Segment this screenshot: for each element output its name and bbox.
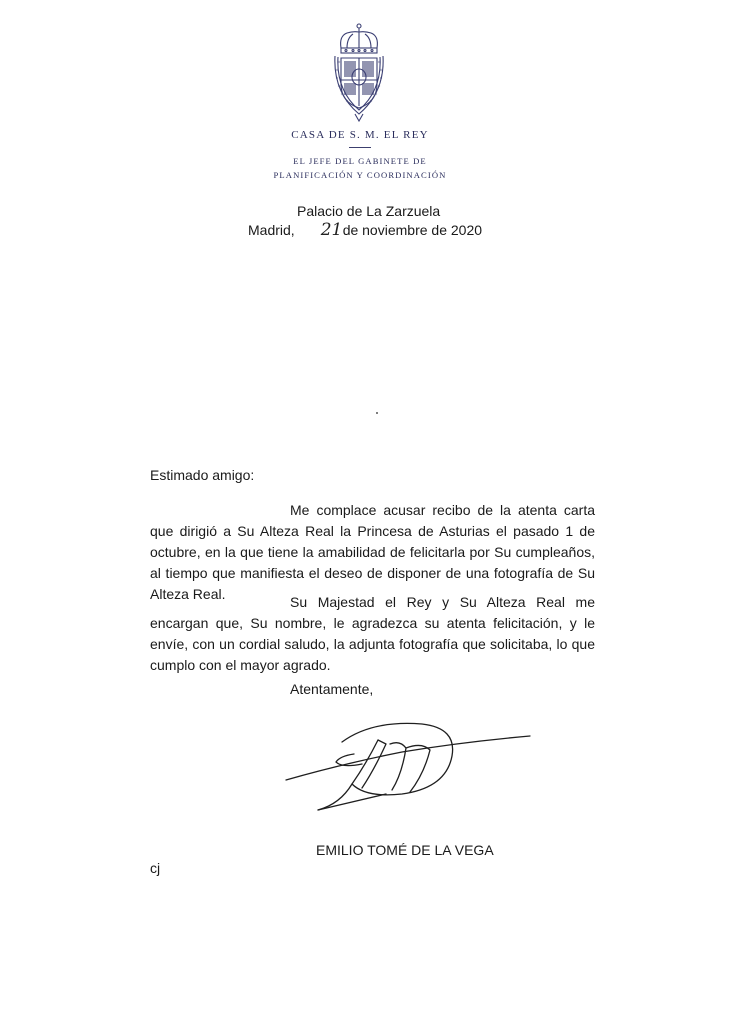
greeting: Estimado amigo: (150, 467, 255, 483)
signer-name: EMILIO TOMÉ DE LA VEGA (316, 842, 494, 858)
letterhead-subtitle-line1: EL JEFE DEL GABINETE DE (293, 156, 427, 166)
fold-mark (376, 412, 378, 414)
place-line: Palacio de La Zarzuela (297, 203, 441, 219)
date-rest: de noviembre de 2020 (342, 222, 483, 238)
closing: Atentamente, (290, 681, 374, 697)
date-city: Madrid, (248, 222, 295, 238)
signature-image (282, 714, 532, 818)
body-paragraph-2: Su Majestad el Rey y Su Alteza Real me encargan que, Su nombre, le agradezca su atenta felicitación, y le envíe, con un cordial saludo, la adjunta fotografía que solicitaba, lo que cumplo con el mayor agrado. (150, 594, 595, 673)
letterhead-subtitle (200, 154, 520, 182)
letterhead-divider (349, 147, 371, 148)
letterhead-title: CASA DE S. M. EL REY (291, 129, 429, 141)
royal-crest-icon (327, 22, 391, 122)
date-day-handwritten: 21 (320, 220, 343, 240)
typist-initials: cj (150, 860, 161, 876)
date-line (248, 220, 482, 240)
body-paragraph-1: Me complace acusar recibo de la atenta carta que dirigió a Su Alteza Real la Princesa de Asturias el pasado 1 de octubre, en la que tiene la amabilidad de felicitarla por Su cumpleaños, al tiempo que manifiesta el deseo de disponer de una fotografía de Su Alteza Real. (150, 502, 595, 602)
letterhead-subtitle-line2: PLANIFICACIÓN Y COORDINACIÓN (273, 170, 447, 180)
